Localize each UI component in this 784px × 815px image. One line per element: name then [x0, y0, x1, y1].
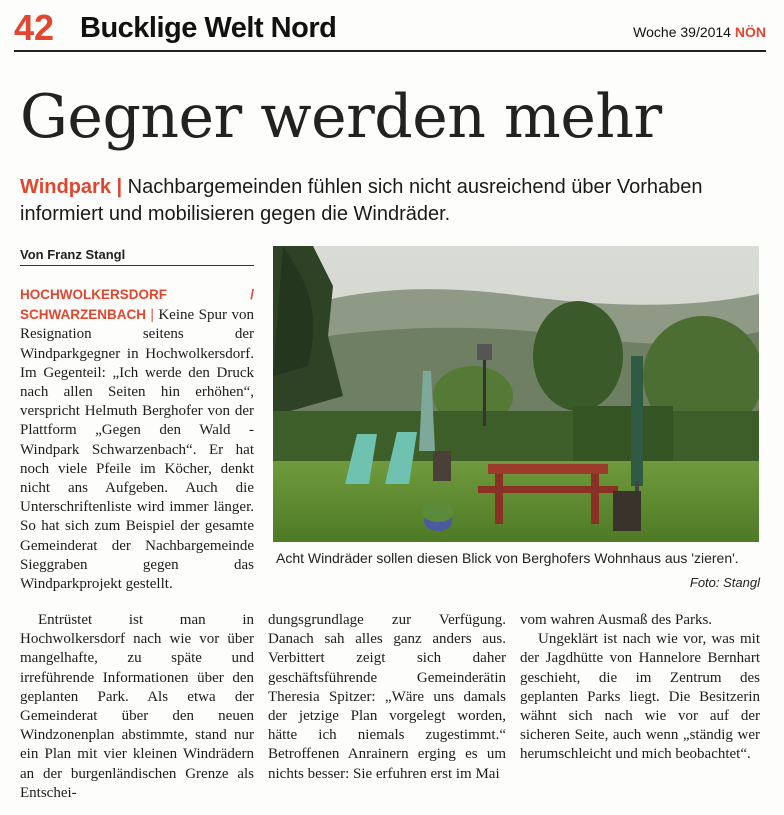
photo-caption: Acht Windräder sollen diesen Blick von Berghofers Wohnhaus aus 'zieren'.	[276, 550, 739, 566]
garden-photo-illustration	[273, 246, 759, 542]
paragraph-2-part-3: vom wahren Ausmaß des Parks.	[520, 612, 713, 628]
dateline-separator: |	[150, 307, 154, 324]
issue-week-text: Woche 39/2014	[633, 24, 731, 40]
header-rule	[14, 50, 766, 52]
page-number: 42	[14, 7, 55, 48]
kicker-label: Windpark	[20, 176, 111, 198]
lead-paragraph	[20, 285, 254, 594]
kicker-text: Nachbargemeinden fühlen sich nicht ausreichend über Vorhaben informiert und mobilisieren gegen die Windräder.	[20, 176, 703, 225]
paragraph-2-part-1: Entrüstet ist man in Hochwolkersdorf nach wie vor über mangelhafte, zu späte und irreführende Informationen über den geplanten Park. Als etwa der Gemeinderat über den neuen Windzonenplan abstimmte, stand nur ein Plan mit vier kleinen Windrädern an der burgenländischen Grenze als Entschei-	[20, 612, 254, 801]
column-1-bottom	[20, 611, 254, 803]
author-byline: Von Franz Stangl	[20, 247, 254, 266]
paragraph-2-part-2: dungsgrundlage zur Verfügung. Danach sah alles ganz anders aus. Verbittert zeigt sich daher geschäftsführende Gemeinderätin Theresia Spitzer: „Wäre uns damals der jetzige Plan vorgelegt worden, hätte ich niemals zugestimmt.“ Betroffenen Anrainern erging es um nichts besser: Sie erfuhren erst im Mai	[268, 612, 506, 782]
kicker-separator: |	[116, 176, 123, 198]
brand-logo: NÖN	[734, 24, 766, 40]
photo-credit: Foto: Stangl	[689, 575, 760, 590]
article-headline: Gegner werden mehr	[20, 82, 662, 152]
issue-week	[633, 24, 766, 40]
section-title: Bucklige Welt Nord	[80, 12, 337, 44]
lead-text: Keine Spur von Resignation seitens der Windparkgegner in Hochwolkersdorf. Im Gegenteil: „Ich werde den Druck nach allen Seiten hin erhöhen“, verspricht Helmuth Berghofer von der Plattform „Gegen den Wald - Windpark Schwarzenbach“. Er hat noch viele Pfeile im Köcher, denkt nicht ans Aufgeben. Auch die Unterschriftenliste wird immer länger. So hat sich zum Beispiel der gesamte Gemeinderat der Nachbargemeinde Sieggraben gegen das Windparkprojekt gestellt.	[20, 307, 255, 593]
column-2	[268, 611, 506, 784]
column-3	[520, 611, 760, 765]
paragraph-3: Ungeklärt ist nach wie vor, was mit der Jagdhütte von Hannelore Bernhart geschieht, die im Zentrum des geplanten Parks liegt. Die Besitzerin wähnt sich nach wie vor auf der sicheren Seite, auch wenn „ständig wer herumschleicht und mich beobachtet“.	[520, 631, 760, 763]
column-1-top	[20, 285, 254, 594]
page-header	[14, 8, 766, 50]
dateline: HOCHWOLKERSDORF / SCHWARZENBACH	[20, 287, 254, 323]
article-kicker	[20, 174, 760, 228]
article-photo	[273, 246, 759, 542]
